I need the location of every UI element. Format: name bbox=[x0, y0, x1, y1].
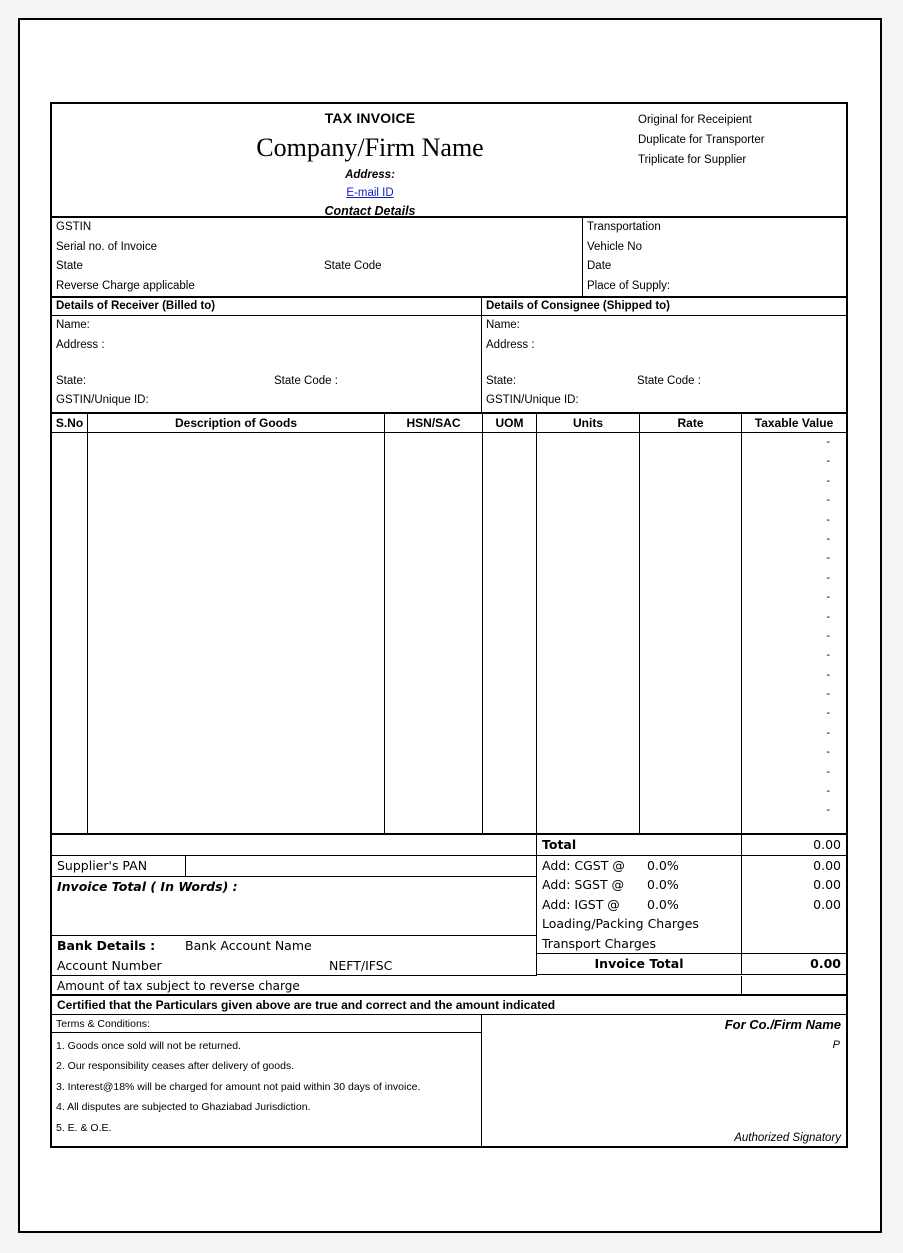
igst-label bbox=[537, 895, 742, 915]
taxable-value-placeholder: - bbox=[826, 707, 830, 720]
sgst-label bbox=[537, 875, 742, 895]
copy-type-list bbox=[638, 111, 838, 170]
receiver-name-label: Name: bbox=[56, 319, 90, 331]
invoice-document bbox=[50, 102, 848, 1148]
reverse-charge-label: Reverse Charge applicable bbox=[56, 279, 195, 292]
copy-triplicate: Triplicate for Supplier bbox=[638, 153, 747, 166]
items-col-taxable-value[interactable] bbox=[742, 433, 846, 833]
bank-details-label: Bank Details : bbox=[57, 937, 156, 953]
vehicle-no-label: Vehicle No bbox=[587, 240, 642, 253]
left-spacer-row bbox=[52, 835, 536, 856]
items-col-units[interactable] bbox=[537, 433, 640, 833]
column-header-uom: UOM bbox=[483, 414, 537, 432]
vehicle-no-field[interactable] bbox=[583, 238, 846, 258]
items-table-body bbox=[52, 433, 846, 835]
supplier-pan-value[interactable] bbox=[186, 856, 536, 876]
totals-row-loading-packing bbox=[537, 914, 846, 934]
receiver-state-code-label: State Code : bbox=[274, 374, 338, 387]
copy-original: Original for Receipient bbox=[638, 114, 752, 126]
reverse-charge-label: Amount of tax subject to reverse charge bbox=[52, 976, 742, 994]
taxable-value-placeholder: - bbox=[826, 629, 830, 642]
receiver-state-label: State: bbox=[56, 374, 87, 387]
invoice-total-value: 0.00 bbox=[810, 956, 841, 971]
bank-account-name-label: Bank Account Name bbox=[185, 937, 312, 953]
transportation-label: Transportation bbox=[587, 221, 661, 233]
supplier-transport-block bbox=[52, 218, 846, 298]
taxable-value-placeholder: - bbox=[826, 746, 830, 759]
signature-cell bbox=[482, 1015, 846, 1146]
taxable-value-placeholder: - bbox=[826, 785, 830, 798]
reverse-charge-value[interactable] bbox=[742, 976, 846, 994]
supplier-pan-label: Supplier's PAN bbox=[52, 856, 186, 876]
taxable-value-placeholder: - bbox=[826, 591, 830, 604]
sgst-value: 0.00 bbox=[813, 877, 841, 892]
receiver-state-field[interactable] bbox=[52, 372, 481, 392]
column-header-sno: S.No bbox=[52, 414, 88, 432]
receiver-heading: Details of Receiver (Billed to) bbox=[56, 300, 216, 312]
transportation-field[interactable] bbox=[583, 218, 846, 238]
invoice-total-in-words-label: Invoice Total ( In Words) : bbox=[57, 878, 238, 894]
neft-ifsc-label: NEFT/IFSC bbox=[329, 957, 393, 973]
totals-row-transport bbox=[537, 934, 846, 955]
sgst-text: Add: SGST @ bbox=[542, 877, 625, 892]
taxable-value-placeholder: - bbox=[826, 804, 830, 817]
receiver-address-field[interactable] bbox=[52, 336, 481, 372]
consignee-address-label: Address : bbox=[486, 338, 535, 351]
header-center-block bbox=[52, 104, 688, 218]
receiver-name-field[interactable] bbox=[52, 316, 481, 336]
serial-no-field[interactable] bbox=[52, 238, 582, 258]
terms-title: Terms & Conditions: bbox=[52, 1015, 481, 1033]
consignee-name-field[interactable] bbox=[482, 316, 846, 336]
consignee-state-field[interactable] bbox=[482, 372, 846, 392]
loading-packing-label: Loading/Packing Charges bbox=[537, 914, 742, 934]
column-header-taxable-value: Taxable Value bbox=[754, 416, 834, 430]
place-of-supply-field[interactable] bbox=[583, 277, 846, 297]
supplier-details-cell bbox=[52, 218, 583, 296]
items-table-header bbox=[52, 414, 846, 433]
total-value: 0.00 bbox=[813, 837, 841, 852]
terms-list bbox=[52, 1033, 481, 1139]
authorized-signatory-label: Authorized Signatory bbox=[734, 1131, 841, 1144]
state-label: State bbox=[56, 260, 83, 272]
terms-list-item: 1. Goods once sold will not be returned. bbox=[56, 1039, 242, 1052]
igst-value: 0.00 bbox=[813, 896, 841, 912]
igst-rate[interactable]: 0.0% bbox=[647, 896, 679, 912]
items-col-description[interactable] bbox=[88, 433, 385, 833]
taxable-value-placeholder: - bbox=[826, 474, 830, 487]
for-firm-name: For Co./Firm Name bbox=[724, 1016, 841, 1032]
consignee-gstin-label: GSTIN/Unique ID: bbox=[486, 394, 579, 406]
taxable-value-placeholder: - bbox=[826, 610, 830, 623]
totals-row-igst bbox=[537, 895, 846, 915]
consignee-name-label: Name: bbox=[486, 319, 520, 331]
cgst-value: 0.00 bbox=[813, 857, 841, 873]
receiver-details-cell bbox=[52, 316, 482, 412]
cgst-text: Add: CGST @ bbox=[542, 857, 625, 873]
taxable-value-placeholder: - bbox=[826, 436, 830, 448]
totals-panel bbox=[537, 835, 846, 976]
column-header-description: Description of Goods bbox=[88, 414, 385, 432]
reverse-charge-applicable-field[interactable] bbox=[52, 277, 582, 297]
taxable-value-placeholder: - bbox=[826, 552, 830, 565]
consignee-heading-cell bbox=[482, 298, 846, 315]
page-sheet bbox=[18, 18, 882, 1233]
sgst-rate[interactable]: 0.0% bbox=[647, 877, 679, 892]
receiver-body bbox=[52, 316, 481, 412]
email-id-label[interactable]: E-mail ID bbox=[346, 187, 394, 200]
consignee-details-cell bbox=[482, 316, 846, 412]
transport-charges-label: Transport Charges bbox=[537, 934, 742, 954]
bank-name-line[interactable] bbox=[52, 936, 536, 956]
consignee-address-field[interactable] bbox=[482, 336, 846, 372]
column-header-rate: Rate bbox=[640, 414, 742, 432]
receiver-gstin-label: GSTIN/Unique ID: bbox=[56, 394, 149, 406]
invoice-total-in-words-row[interactable] bbox=[52, 877, 536, 936]
cgst-rate[interactable]: 0.0% bbox=[647, 857, 679, 873]
totals-row-total bbox=[537, 835, 846, 856]
terms-list-item: 2. Our responsibility ceases after delivery of goods. bbox=[56, 1060, 295, 1072]
taxable-value-placeholder: - bbox=[826, 455, 830, 468]
totals-row-invoice-total bbox=[537, 954, 846, 975]
transport-details-cell bbox=[583, 218, 846, 296]
taxable-value-placeholder: - bbox=[826, 668, 830, 681]
copy-duplicate: Duplicate for Transporter bbox=[638, 133, 765, 146]
company-firm-name: Company/Firm Name bbox=[256, 133, 484, 162]
taxable-value-placeholder: - bbox=[826, 494, 830, 507]
taxable-value-placeholder: - bbox=[826, 532, 830, 545]
taxable-value-placeholder: - bbox=[826, 765, 830, 778]
items-col-hsn-sac[interactable] bbox=[385, 433, 483, 833]
consignee-gstin-field[interactable] bbox=[482, 391, 846, 411]
cgst-label bbox=[537, 856, 742, 876]
taxable-value-placeholder: - bbox=[826, 513, 830, 526]
terms-list-item: 5. E. & O.E. bbox=[56, 1121, 112, 1134]
supplier-pan-row bbox=[52, 856, 536, 877]
tax-invoice-title: TAX INVOICE bbox=[324, 110, 416, 126]
serial-no-label: Serial no. of Invoice bbox=[56, 240, 158, 253]
loading-packing-value[interactable] bbox=[742, 914, 846, 934]
igst-text: Add: IGST @ bbox=[542, 896, 620, 912]
items-col-sno[interactable] bbox=[52, 433, 88, 833]
column-header-hsn-sac: HSN/SAC bbox=[385, 414, 483, 432]
taxable-value-placeholder: - bbox=[826, 688, 830, 701]
gstin-label: GSTIN bbox=[56, 221, 92, 233]
terms-signature-block bbox=[52, 1015, 846, 1146]
totals-and-bank-block bbox=[52, 835, 846, 976]
receiver-gstin-field[interactable] bbox=[52, 391, 481, 411]
certified-statement: Certified that the Particulars given above are true and correct and the amount indicated bbox=[52, 996, 846, 1015]
terms-conditions-cell bbox=[52, 1015, 482, 1146]
invoice-total-label: Invoice Total bbox=[537, 954, 742, 974]
party-heading-row bbox=[52, 298, 846, 316]
account-number-label: Account Number bbox=[57, 957, 162, 973]
state-field[interactable] bbox=[52, 257, 582, 277]
totals-row-sgst bbox=[537, 875, 846, 895]
receiver-heading-cell bbox=[52, 298, 482, 315]
receiver-address-label: Address : bbox=[56, 338, 105, 351]
totals-row-cgst bbox=[537, 856, 846, 876]
terms-list-item: 3. Interest@18% will be charged for amount not paid within 30 days of invoice. bbox=[56, 1080, 421, 1093]
consignee-body bbox=[482, 316, 846, 412]
taxable-value-placeholder: - bbox=[826, 649, 830, 662]
consignee-state-code-label: State Code : bbox=[637, 374, 701, 387]
date-field[interactable] bbox=[583, 257, 846, 277]
address-label: Address: bbox=[345, 169, 395, 182]
transport-charges-value[interactable] bbox=[742, 934, 846, 954]
signature-initial: P bbox=[832, 1038, 840, 1051]
state-code-label: State Code bbox=[324, 260, 382, 272]
consignee-state-label: State: bbox=[486, 374, 517, 387]
consignee-heading: Details of Consignee (Shipped to) bbox=[486, 300, 671, 312]
items-col-uom[interactable] bbox=[483, 433, 537, 833]
taxable-value-placeholder: - bbox=[826, 726, 830, 739]
party-details-row bbox=[52, 316, 846, 414]
terms-list-item: 4. All disputes are subjected to Ghaziabad Jurisdiction. bbox=[56, 1101, 311, 1113]
contact-details-label: Contact Details bbox=[324, 204, 416, 219]
invoice-header bbox=[52, 104, 846, 218]
total-label: Total bbox=[537, 835, 742, 855]
bank-account-line[interactable] bbox=[52, 956, 536, 976]
date-label: Date bbox=[587, 260, 612, 272]
taxable-value-placeholder: - bbox=[826, 571, 830, 584]
items-col-rate[interactable] bbox=[640, 433, 742, 833]
reverse-charge-row bbox=[52, 976, 846, 996]
column-header-units: Units bbox=[537, 414, 640, 432]
bank-details-row bbox=[52, 936, 536, 976]
gstin-field[interactable] bbox=[52, 218, 582, 238]
place-of-supply-label: Place of Supply: bbox=[587, 279, 671, 292]
left-summary-panel bbox=[52, 835, 537, 976]
